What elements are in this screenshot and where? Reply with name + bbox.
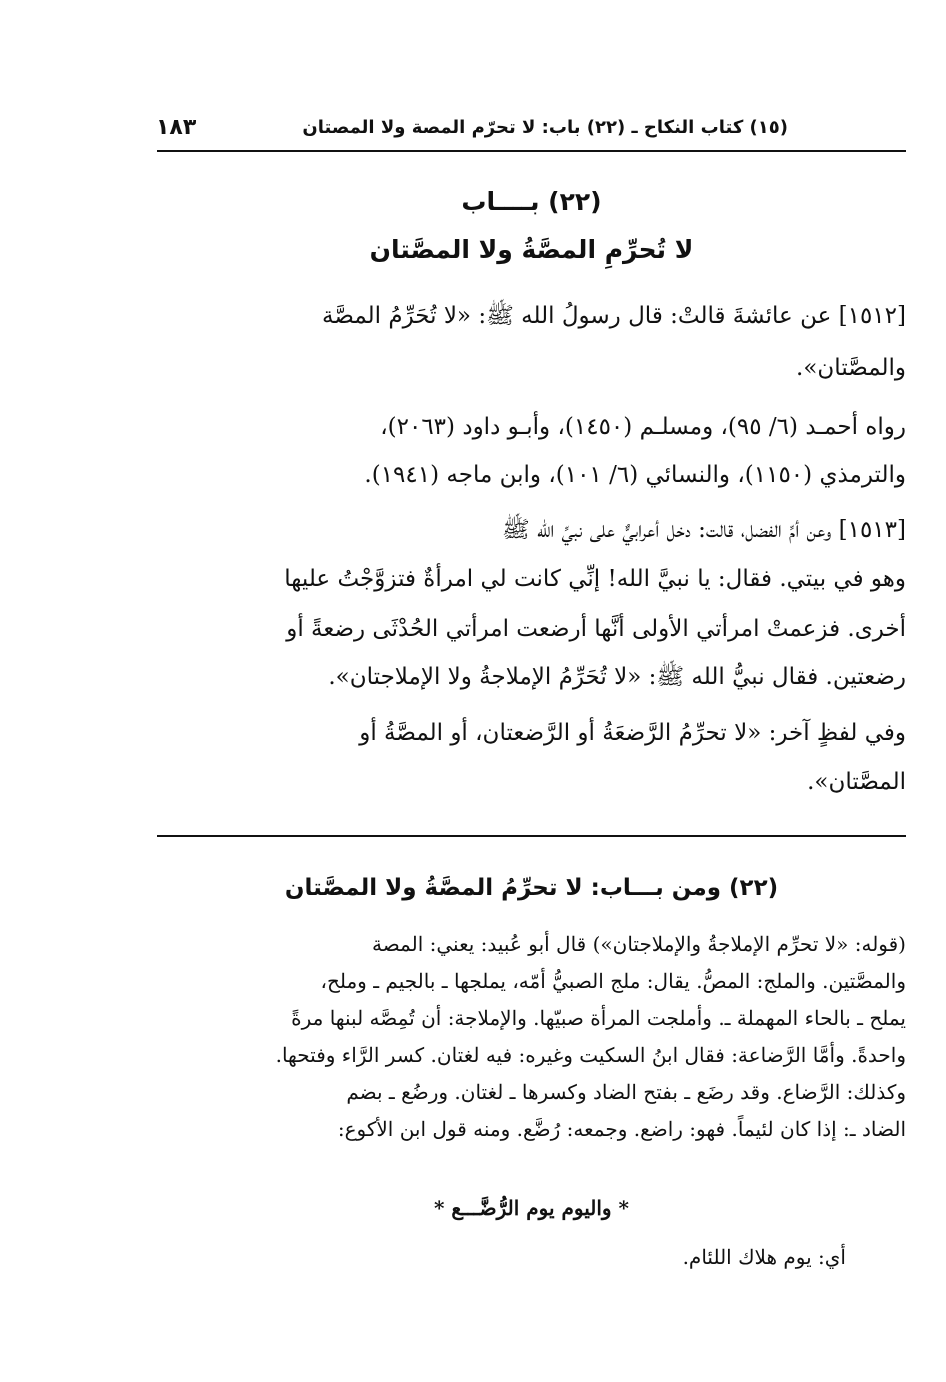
chapter-number-heading: (٢٢) بــــاب bbox=[461, 187, 602, 216]
hadith-1513-line-1: [١٥١٣] وعن أمِّ الفضل، قالت: دخل أعرابيٌّ على نبيِّ الله ﷺ bbox=[501, 517, 906, 543]
commentary-line-4: واحدةً. وأمَّا الرَّضاعة: فقال ابنُ السكيت وغيره: فيه لغتان. كسر الرَّاء وفتحها. bbox=[275, 1043, 906, 1067]
variant-line-1: وفي لفظٍ آخر: «لا تحرِّمُ الرَّضعَةُ أو الرَّضعتان، أو المصَّةُ أو bbox=[359, 720, 906, 746]
commentary-line-2: والمصَّتين. والملج: المصُّ. يقال: ملج الصبيُّ أمّه، يملجها ـ بالجيم ـ وملح، bbox=[320, 969, 906, 993]
commentary-line-3: يملح ـ بالحاء المهملة ـ. وأملجت المرأة صبيّها. والإملاجة: أن تُمِصَّه لبنها مرةً bbox=[291, 1006, 906, 1030]
commentary-line-1: (قوله: «لا تحرِّم الإملاجةُ والإملاجتان») قال أبو عُبيد: يعني: المصة bbox=[371, 932, 906, 956]
takhrij-line-1: رواه أحمـد (٦/ ٩٥)، ومسلـم (١٤٥٠)، وأبـو داود (٢٠٦٣)، bbox=[380, 414, 906, 440]
verse-gloss: أي: يوم هلاك اللئام. bbox=[682, 1245, 846, 1269]
commentary-line-6: الضاد ـ: إذا كان لئيماً. فهو: راضع. وجمعه: رُضَّع. ومنه قول ابن الأكوع: bbox=[337, 1117, 906, 1141]
hadith-1512-line-2: والمصَّتان». bbox=[796, 355, 906, 381]
commentary-heading: (٢٢) ومن بـــاب: لا تحرِّمُ المصَّةُ ولا المصَّتان bbox=[284, 875, 779, 901]
verse-line: * واليوم يوم الرُّضَّـــع * bbox=[434, 1196, 629, 1220]
commentary-line-5: وكذلك: الرَّضاع. وقد رضَع ـ بفتح الضاد وكسرها ـ لغتان. ورضُع ـ بضم bbox=[346, 1080, 906, 1104]
hadith-1513-line-3: أخرى. فزعمتْ امرأتي الأولى أنَّها أرضعت امرأتي الحُدْثَى رضعةً أو bbox=[286, 616, 906, 642]
header-rule bbox=[157, 150, 906, 152]
takhrij-line-2: والترمذي (١١٥٠)، والنسائي (٦/ ١٠١)، وابن ماجه (١٩٤١). bbox=[364, 462, 906, 488]
chapter-title-heading: لا تُحرِّمِ المصَّةُ ولا المصَّتان bbox=[369, 235, 694, 264]
hadith-1512-line-1: [١٥١٢] عن عائشةَ قالتْ: قال رسولُ الله ﷺ: «لا تُحَرِّمُ المصَّة bbox=[322, 303, 906, 329]
page-number: ١٨٣ bbox=[156, 115, 197, 140]
variant-line-2: المصَّتان». bbox=[807, 769, 906, 795]
footnote-separator bbox=[157, 835, 906, 837]
hadith-1513-line-4: رضعتين. فقال نبيُّ الله ﷺ: «لا تُحَرِّمُ الإملاجةُ ولا الإملاجتان». bbox=[328, 664, 906, 690]
running-header-title: (١٥) كتاب النكاح ـ (٢٢) باب: لا تحرّم المصة ولا المصتان bbox=[302, 117, 788, 138]
hadith-1513-line-2: وهو في بيتي. فقال: يا نبيَّ الله! إنِّي كانت لي امرأةٌ فتزوَّجْتُ عليها bbox=[284, 566, 906, 592]
